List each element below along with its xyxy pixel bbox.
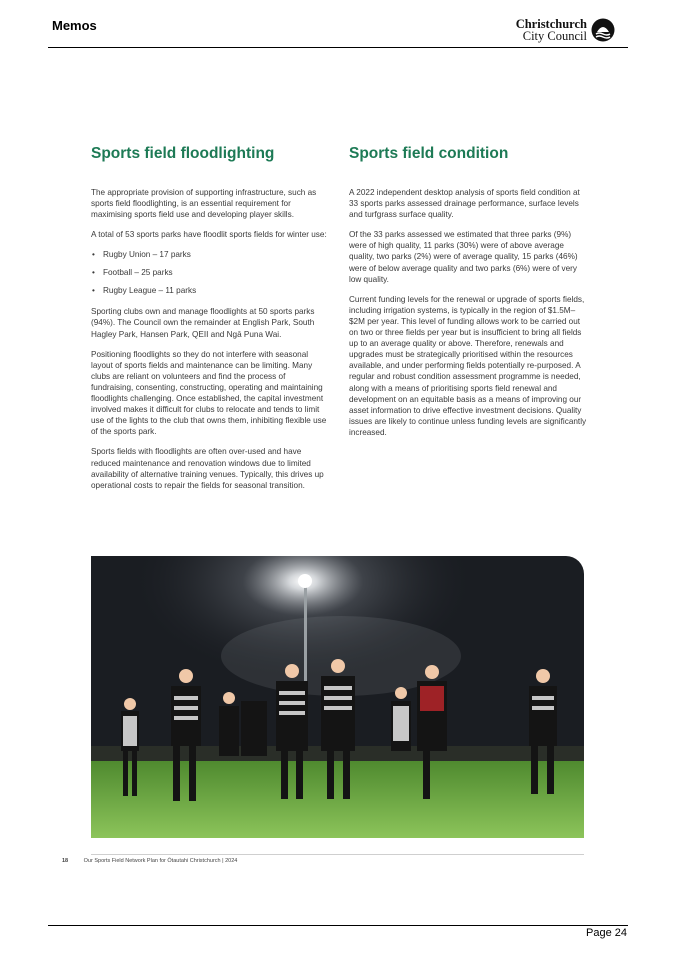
page-number: Page 24	[586, 927, 627, 939]
field-condition-heading: Sports field condition	[349, 145, 509, 162]
document-footer-divider	[91, 854, 584, 855]
floodlighting-paragraph-4: Positioning floodlights so they do not interfere with seasonal layout of sports fields and maintenance can be limiting. Many clubs are reliant on volunteers and find the process of fundraising, consenting, constructing, operating and maintaining floodlights challenging. Once established, the capital investment involved makes it difficult for clubs to relocate and tends to limit use of the lights to the club that owns them, inhibiting flexible use of the sports park.	[91, 349, 327, 437]
document-footer	[62, 858, 237, 864]
field-condition-section	[349, 145, 587, 447]
memo-header	[0, 0, 675, 52]
document-page-number: 18	[62, 858, 69, 864]
floodlighting-section	[91, 145, 329, 500]
field-condition-paragraph-1: A 2022 independent desktop analysis of sports field condition at 33 sports parks assessed drainage performance, surface levels and turfgrass surface quality.	[349, 188, 580, 220]
header-divider	[48, 47, 628, 48]
list-item: • Rugby Union – 17 parks	[91, 249, 329, 260]
field-condition-paragraph-3: Current funding levels for the renewal or upgrade of sports fields, including irrigation systems, is typically in the region of $1.5M–$2M per year. This level of funding allows work to be carried out on two or three fields per year but is insufficient to bring all fields up to an average quality or above. Therefore, renewals and upgrades must be strategically prioritised within the resources available, and under performing fields potentially re-purposed. A regular and robust condition assessment programme is needed, along with a means of prioritising sports field renewal and development on an equitable basis as a means of improving our asset information to drive effective investment decisions. Quality issues are likely to continue unless funding levels are significantly increased.	[349, 294, 587, 437]
logo-wordmark	[516, 18, 587, 42]
council-logo	[516, 15, 615, 45]
floodlighting-paragraph-3: Sporting clubs own and manage floodlights at 50 sports parks (94%). The Council own the remainder at English Park, South Hagley Park, Hansen Park, QEII and Ngā Puna Wai.	[91, 307, 315, 339]
floodlit-field-image	[91, 556, 584, 838]
floodlighting-heading: Sports field floodlighting	[91, 145, 275, 162]
list-item: • Rugby League – 11 parks	[91, 285, 329, 296]
floodlighting-paragraph-2: A total of 53 sports parks have floodlit sports fields for winter use:	[91, 230, 327, 240]
memo-title: Memos	[52, 18, 97, 33]
floodlighting-paragraph-1: The appropriate provision of supporting infrastructure, such as sports field floodlighting, is an essential requirement for maximising sports field use and developing player skills.	[91, 188, 317, 220]
page-footer-divider	[48, 925, 628, 926]
document-footer-text: Our Sports Field Network Plan for Ōtautahi Christchurch | 2024	[83, 858, 238, 864]
field-condition-paragraph-2: Of the 33 parks assessed we estimated that three parks (9%) were of high quality, 11 parks (30%) were of above average quality, two parks (2%) were of average quality, 15 parks (46%) were of below average quality and two parks (6%) were of very low quality.	[349, 230, 578, 284]
list-item: • Football – 25 parks	[91, 267, 329, 278]
rugby-night-photo	[91, 556, 584, 838]
logo-line1: Christchurch	[515, 17, 587, 31]
council-emblem-icon	[591, 18, 615, 42]
floodlit-parks-list	[91, 249, 329, 296]
logo-line2: City Council	[522, 29, 587, 43]
floodlighting-paragraph-5: Sports fields with floodlights are often over-used and have reduced maintenance and renovation windows due to limited availability of alternative training venues. Typically, this drives up operational costs to repair the fields for seasonal transition.	[91, 447, 324, 490]
